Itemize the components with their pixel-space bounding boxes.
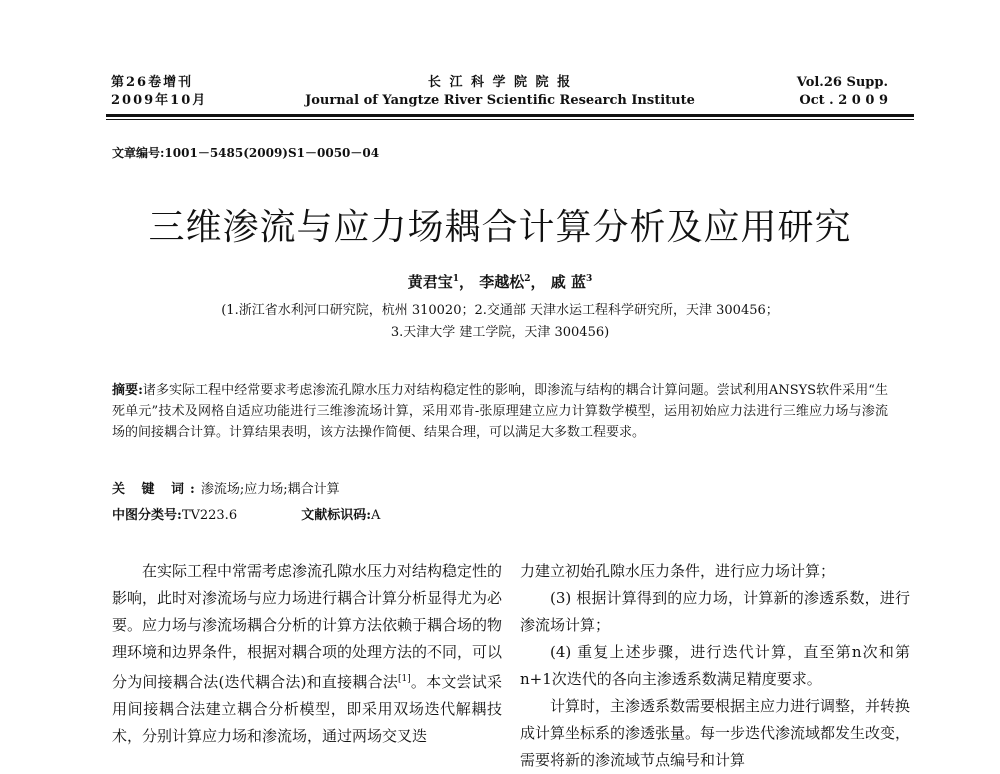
article-number: 文章编号:1001－5485(2009)S1－0050－04 (112, 146, 380, 160)
body-paragraph: 计算时，主渗透系数需要根据主应力进行调整，并转换成计算坐标系的渗透张量。每一步迭代渗流域都发生改变，需要将新的渗流域节点编号和计算 (520, 697, 911, 769)
body-right-column (520, 558, 910, 774)
date-line: 2009年10月 (111, 93, 208, 108)
keywords-text: 渗流场;应力场;耦合计算 (200, 482, 340, 497)
body-line: 力建立初始孔隙水压力条件，进行应力场计算； (520, 562, 836, 580)
author-affiliation-mark: 3 (586, 274, 593, 284)
paper-title: 三维渗流与应力场耦合计算分析及应用研究 (148, 207, 852, 248)
volume-line: 第26卷增刊 (111, 75, 194, 90)
author-affiliation-mark: 2 (524, 274, 531, 284)
keywords (112, 478, 340, 497)
keywords-label: 关 键 词: (112, 482, 201, 497)
journal-volume-en (797, 74, 888, 110)
header-rule-thick (106, 114, 914, 117)
clc-label: 中图分类号: (112, 508, 182, 523)
journal-name-en: Journal of Yangtze River Scientific Research Institute (305, 93, 695, 108)
step-3: (3) 根据计算得到的应力场，计算新的渗透系数，进行渗流场计算； (520, 589, 910, 634)
doc-code-label: 文献标识码: (301, 508, 372, 523)
author-name: 李越松 (479, 273, 525, 291)
author-list: 黄君宝$^1$， 李越松$^2$， 戚 蓝$^3$ (407, 273, 593, 291)
step-4: (4) 重复上述步骤，进行迭代计算，直至第n次和第n+1次迭代的各向主渗透系数满足精度要求。 (520, 643, 910, 688)
paragraph-text: 在实际工程中常需考虑渗流孔隙水压力对结构稳定性的影响，此时对渗流场与应力场进行耦合计算分析显得尤为必要。应力场与渗流场耦合分析的计算方法依赖于耦合场的物理环境和边界条件，根据对耦合项的处理方法的不同，可以分为间接耦合法(迭代耦合法)和直接耦合法 (112, 562, 503, 691)
clc-value: TV223.6 (181, 508, 238, 523)
journal-volume-info (111, 74, 207, 110)
abstract-label: 摘要: (112, 383, 143, 398)
volume-en-line: Vol.26 Supp. (796, 75, 888, 90)
author-affiliation-mark: 1 (452, 274, 460, 284)
citation-ref: [1] (397, 674, 411, 684)
abstract (112, 380, 888, 443)
classification (112, 504, 380, 523)
author-name: 黄君宝 (407, 273, 453, 291)
header-rule-thin (106, 119, 914, 120)
author-name: 戚 蓝 (550, 273, 586, 291)
journal-name (300, 74, 700, 110)
body-left-column (112, 558, 502, 750)
affiliations (150, 300, 850, 344)
date-en-line: Oct . 2 0 0 9 (799, 93, 888, 108)
paragraph-text: 。本文尝试采用间接耦合法建立耦合分析模型，即采用双场迭代解耦技术，分别计算应力场和渗流场，通过两场交叉迭 (112, 673, 502, 745)
journal-name-cn: 长 江 科 学 院 院 报 (427, 75, 573, 90)
body-paragraph (112, 558, 502, 750)
abstract-text: 诸多实际工程中经常要求考虑渗流孔隙水压力对结构稳定性的影响，即渗流与结构的耦合计算问题。尝试利用ANSYS软件采用“生死单元”技术及网格自适应功能进行三维渗流场计算，采用邓肯-张原理建立应力计算数学模型，运用初始应力法进行三维应力场与渗流场的间接耦合计算。计算结果表明，该方法操作简便、结果合理，可以满足大多数工程要求。 (112, 383, 888, 440)
affiliation-line: (1.浙江省水利河口研究院，杭州 310020；2.交通部 天津水运工程科学研究所，天津 300456； (221, 303, 779, 318)
affiliation-line: 3.天津大学 建工学院，天津 300456) (390, 325, 610, 340)
doc-code-value: A (371, 508, 381, 523)
